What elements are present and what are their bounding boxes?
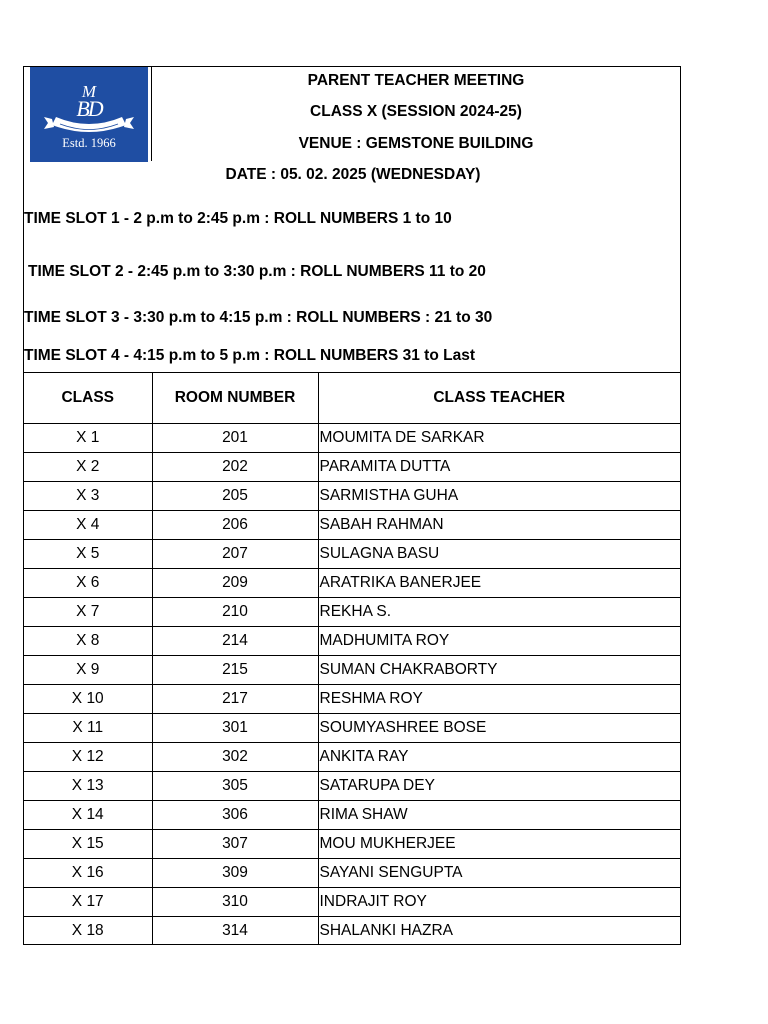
table-row (24, 627, 680, 656)
table-row (24, 888, 680, 917)
time-slot-4: TIME SLOT 4 - 4:15 p.m to 5 p.m : ROLL NUMBERS 31 to Last (24, 347, 475, 364)
class-teacher-cell: SUMAN CHAKRABORTY (318, 656, 680, 685)
table-row (24, 656, 680, 685)
room-number-cell: 214 (152, 627, 318, 656)
class-teacher-cell: SULAGNA BASU (318, 540, 680, 569)
logo-established-text: Estd. 1966 (62, 136, 116, 150)
class-cell: X 4 (24, 511, 152, 540)
class-teacher-cell: SARMISTHA GUHA (318, 482, 680, 511)
table-row (24, 801, 680, 830)
time-slot-3: TIME SLOT 3 - 3:30 p.m to 4:15 p.m : ROLL NUMBERS : 21 to 30 (24, 309, 493, 326)
school-logo (30, 67, 148, 162)
class-cell: X 15 (24, 830, 152, 859)
room-number-cell: 205 (152, 482, 318, 511)
class-teacher-cell: PARAMITA DUTTA (318, 453, 680, 482)
table-row (24, 859, 680, 888)
room-number-cell: 309 (152, 859, 318, 888)
column-header-teacher: CLASS TEACHER (433, 388, 566, 406)
class-teacher-cell: SOUMYASHREE BOSE (318, 714, 680, 743)
room-number-cell: 206 (152, 511, 318, 540)
table-row (24, 453, 680, 482)
table-row (24, 540, 680, 569)
class-teacher-cell: MOU MUKHERJEE (318, 830, 680, 859)
table-row (24, 569, 680, 598)
table-row (24, 482, 680, 511)
class-cell: X 2 (24, 453, 152, 482)
class-cell: X 11 (24, 714, 152, 743)
class-teacher-cell: ARATRIKA BANERJEE (318, 569, 680, 598)
table-row (24, 424, 680, 453)
table-header-row (24, 372, 680, 424)
class-cell: X 14 (24, 801, 152, 830)
room-number-cell: 210 (152, 598, 318, 627)
class-teacher-cell: INDRAJIT ROY (318, 888, 680, 917)
table-row (24, 511, 680, 540)
room-number-cell: 306 (152, 801, 318, 830)
class-teacher-table (24, 372, 680, 945)
room-number-cell: 310 (152, 888, 318, 917)
class-teacher-cell: REKHA S. (318, 598, 680, 627)
table-row (24, 685, 680, 714)
class-teacher-cell: RIMA SHAW (318, 801, 680, 830)
room-number-cell: 307 (152, 830, 318, 859)
room-number-cell: 215 (152, 656, 318, 685)
class-cell: X 12 (24, 743, 152, 772)
svg-text:M: M (81, 82, 97, 101)
time-slot-2: TIME SLOT 2 - 2:45 p.m to 3:30 p.m : ROLL NUMBERS 11 to 20 (28, 263, 486, 280)
table-row (24, 714, 680, 743)
svg-text:BD: BD (76, 96, 102, 121)
class-teacher-cell: ANKITA RAY (318, 743, 680, 772)
class-cell: X 8 (24, 627, 152, 656)
table-row (24, 830, 680, 859)
class-teacher-cell: MADHUMITA ROY (318, 627, 680, 656)
class-teacher-cell: SAYANI SENGUPTA (318, 859, 680, 888)
ptm-notice-sheet (23, 66, 681, 945)
class-cell: X 3 (24, 482, 152, 511)
class-teacher-cell: MOUMITA DE SARKAR (318, 424, 680, 453)
class-cell: X 10 (24, 685, 152, 714)
class-cell: X 1 (24, 424, 152, 453)
room-number-cell: 301 (152, 714, 318, 743)
class-teacher-cell: SABAH RAHMAN (318, 511, 680, 540)
class-cell: X 16 (24, 859, 152, 888)
meeting-date: DATE : 05. 02. 2025 (WEDNESDAY) (225, 166, 481, 183)
class-cell: X 7 (24, 598, 152, 627)
room-number-cell: 305 (152, 772, 318, 801)
class-cell: X 18 (24, 917, 152, 946)
table-row (24, 598, 680, 627)
class-cell: X 13 (24, 772, 152, 801)
room-number-cell: 202 (152, 453, 318, 482)
logo-divider (151, 67, 152, 161)
column-header-class: CLASS (24, 372, 152, 424)
table-row (24, 917, 680, 946)
room-number-cell: 314 (152, 917, 318, 946)
notice-header (24, 67, 680, 373)
venue: VENUE : GEMSTONE BUILDING (298, 135, 534, 152)
meeting-title: PARENT TEACHER MEETING (307, 72, 525, 89)
time-slot-1: TIME SLOT 1 - 2 p.m to 2:45 p.m : ROLL NUMBERS 1 to 10 (24, 210, 452, 227)
room-number-cell: 217 (152, 685, 318, 714)
class-cell: X 17 (24, 888, 152, 917)
table-row (24, 772, 680, 801)
room-number-cell: 207 (152, 540, 318, 569)
class-cell: X 6 (24, 569, 152, 598)
class-cell: X 9 (24, 656, 152, 685)
room-number-cell: 201 (152, 424, 318, 453)
column-header-room: ROOM NUMBER (152, 372, 318, 424)
class-session: CLASS X (SESSION 2024-25) (310, 103, 522, 120)
table-row (24, 743, 680, 772)
class-teacher-cell: SHALANKI HAZRA (318, 917, 680, 946)
class-cell: X 5 (24, 540, 152, 569)
class-teacher-cell: SATARUPA DEY (318, 772, 680, 801)
room-number-cell: 302 (152, 743, 318, 772)
room-number-cell: 209 (152, 569, 318, 598)
class-teacher-cell: RESHMA ROY (318, 685, 680, 714)
school-crest-icon (30, 67, 148, 162)
